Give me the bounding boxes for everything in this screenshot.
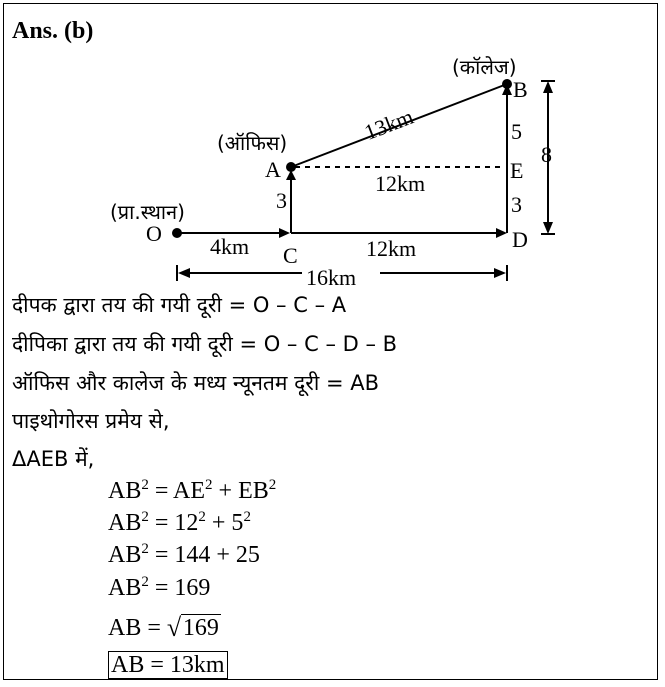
equation-4: $AB^2 = 169$ (108, 574, 211, 601)
text-line-pythagoras: पाइथोगोरस प्रमेय से, (12, 409, 170, 433)
text-line-triangle: ΔAEB में, (12, 447, 95, 471)
label-office: (ऑफिस) (217, 131, 288, 155)
label-school: (प्रा.स्थान) (110, 200, 185, 224)
text-line-deepika: दीपिका द्वारा तय की गयी दूरी = O – C – D – B (12, 332, 398, 356)
answer-heading: Ans. (b) (12, 18, 94, 44)
distance-BD: 8 (541, 142, 552, 167)
point-B-label: B (513, 77, 528, 102)
point-C-label: C (283, 243, 298, 268)
distance-OC: 4km (210, 234, 250, 259)
distance-diagram (0, 0, 665, 300)
equation-1: $AB^2 = AE^2 + EB^2$ (108, 477, 277, 504)
distance-DE: 3 (511, 192, 522, 217)
equation-5: AB = √ 169 (108, 613, 219, 642)
equation-2: $AB^2 = 12^2 + 5^2$ (108, 509, 251, 536)
text-line-deepak: दीपक द्वारा तय की गयी दूरी = O – C – A (12, 293, 347, 317)
distance-EB: 5 (511, 119, 522, 144)
label-college: (कॉलेज) (452, 55, 517, 79)
distance-AE: 12km (375, 171, 426, 196)
distance-CD: 12km (366, 236, 417, 261)
distance-AB: 13km (360, 103, 417, 145)
distance-AC: 3 (276, 188, 287, 213)
dimension-OD-arrow-left (178, 268, 190, 278)
arrow-OC (279, 228, 290, 238)
point-B-dot (502, 79, 512, 89)
point-A-dot (286, 162, 296, 172)
point-O-dot (172, 228, 182, 238)
final-answer-box: AB = 13km (108, 651, 228, 679)
arrow-CD (496, 228, 507, 238)
distance-OD: 16km (306, 265, 357, 290)
point-A-label: A (265, 157, 281, 182)
point-E-label: E (510, 158, 524, 183)
dimension-BD-arrow-bottom (543, 222, 553, 234)
point-D-label: D (512, 227, 528, 252)
equation-3: $AB^2 = 144 + 25$ (108, 541, 260, 568)
text-line-shortest: ऑफिस और कालेज के मध्य न्यूनतम दूरी = AB (12, 371, 380, 395)
square-root: √ 169 (166, 613, 219, 642)
dimension-BD-arrow-top (543, 81, 553, 93)
point-O-label: O (146, 221, 162, 246)
equation-6-final (108, 652, 228, 679)
dimension-OD-arrow-right (494, 268, 506, 278)
